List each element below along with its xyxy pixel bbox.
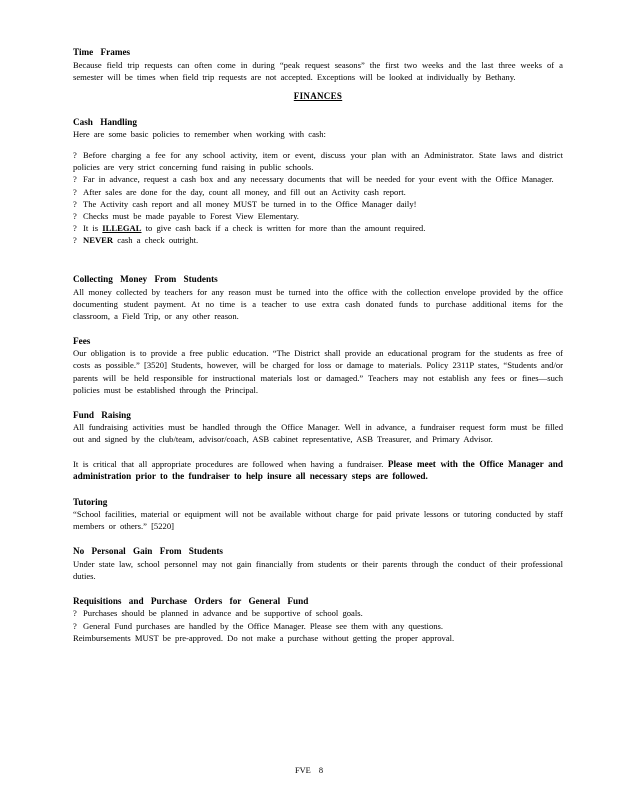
time-frames-heading: Time Frames <box>73 47 131 57</box>
bullet-mark: ? <box>73 186 77 197</box>
bullet-text: Before charging a fee for any school activity, item or event, discuss your plan with an Administrator. State laws and district policies are very strict concerning fund raising in public schools. <box>73 150 563 173</box>
list-item-illegal <box>73 222 563 234</box>
bullet-text: The Activity cash report and all money MUST be turned in to the Office Manager daily! <box>83 198 417 209</box>
bullet-mark: ? <box>73 620 77 631</box>
bullet-text-pre: It is <box>83 222 99 233</box>
page-footer: FVE 8 <box>294 766 324 775</box>
tutoring-text: “School facilities, material or equipment will not be available without charge for paid private lessons or tutoring conducted by staff members or others.” [5220] <box>73 509 563 532</box>
bullet-text: Checks must be made payable to Forest View Elementary. <box>83 210 299 221</box>
cash-handling-heading: Cash Handling <box>73 116 137 127</box>
fund-raising-heading: Fund Raising <box>73 409 131 420</box>
list-item <box>73 186 563 198</box>
fund-raising-emphasis: Please meet with the Office Manager and administration prior to the fundraiser to help insure all necessary steps are followed. <box>73 459 563 482</box>
collecting-money-text: All money collected by teachers for any reason must be turned into the office with the collection envelope provided by the office documenting student payment. At no time is a teacher to use extra cash donated funds to purchase additional items for the classroom, a Field Trip, or any other reason. <box>73 286 563 321</box>
illegal-emphasis: ILLEGAL <box>102 222 142 233</box>
list-item <box>73 210 563 222</box>
list-item <box>73 198 563 210</box>
list-item <box>73 607 563 619</box>
bullet-text: After sales are done for the day, count all money, and fill out an Activity cash report. <box>83 186 406 197</box>
bullet-text-post: to give cash back if a check is written for more than the amount required. <box>145 222 426 233</box>
tutoring-heading: Tutoring <box>73 496 108 507</box>
bullet-text: Purchases should be planned in advance and be supportive of school goals. <box>83 608 363 619</box>
bullet-mark: ? <box>73 210 77 221</box>
bullet-mark: ? <box>73 150 77 161</box>
no-personal-gain-heading: No Personal Gain From Students <box>73 546 223 557</box>
requisitions-tail: Reimbursements MUST be pre-approved. Do not make a purchase without getting the proper approval. <box>73 632 455 643</box>
bullet-mark: ? <box>73 222 77 233</box>
bullet-mark: ? <box>73 198 77 209</box>
time-frames-text: Because field trip requests can often come in during “peak request seasons” the first two weeks and the last three weeks of a semester will be times when field trip requests are not accepted. Exceptions will be looked at individually by Bethany. <box>73 59 563 82</box>
never-emphasis: NEVER <box>83 234 114 245</box>
finances-title: FINANCES <box>293 90 343 101</box>
bullet-mark: ? <box>73 174 77 185</box>
no-personal-gain-text: Under state law, school personnel may not gain financially from students or their parents through the conduct of their professional duties. <box>73 558 563 581</box>
list-item <box>73 620 563 632</box>
bullet-text: Far in advance, request a cash box and any necessary documents that will be needed for your event with the Office Manager. <box>83 174 554 185</box>
bullet-mark: ? <box>73 608 77 619</box>
fund-raising-text: All fundraising activities must be handled through the Office Manager. Well in advance, a fundraiser request form must be filled out and signed by the club/team, advisor/coach, ASB cabinet representative, ASB Treasurer, and Primary Advisor. <box>73 422 563 445</box>
document-page <box>73 46 563 644</box>
fund-raising-text-2: It is critical that all appropriate procedures are followed when having a fundraiser. <box>73 459 384 470</box>
requisitions-heading: Requisitions and Purchase Orders for General Fund <box>73 595 309 606</box>
cash-handling-intro: Here are some basic policies to remember when working with cash: <box>73 129 326 140</box>
collecting-money-heading: Collecting Money From Students <box>73 274 218 285</box>
fees-text: Our obligation is to provide a free public education. “The District shall provide an educational program for the students as free of costs as possible.” [3520] Students, however, will be charged for loss or damage to materials. Policy 2311P states, “Students and/or parents will be held responsible for instructional materials lost or damaged.” Teachers may not establish any fees or fines—such policies must be established through the Principal. <box>73 348 563 395</box>
list-item <box>73 149 563 173</box>
fees-heading: Fees <box>73 335 91 346</box>
list-item-never <box>73 234 563 246</box>
fund-raising-paragraph <box>73 458 563 482</box>
list-item <box>73 173 563 185</box>
bullet-text: General Fund purchases are handled by the Office Manager. Please see them with any questions. <box>83 620 444 631</box>
bullet-mark: ? <box>73 234 77 245</box>
bullet-text-post: cash a check outright. <box>117 234 199 245</box>
